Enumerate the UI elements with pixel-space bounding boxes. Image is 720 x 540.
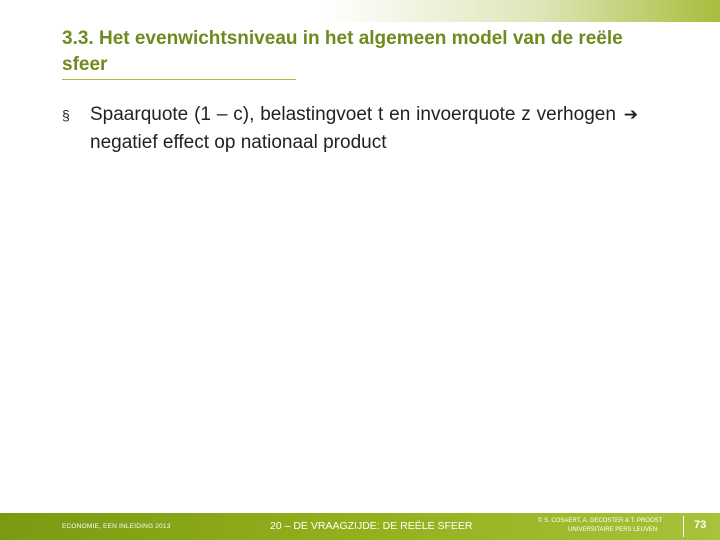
slide-title: 3.3. Het evenwichtsniveau in het algemeen model van de reële sfeer xyxy=(62,28,623,75)
bullet-marker: § xyxy=(62,107,70,123)
footer-course-label: ECONOMIE, EEN INLEIDING 2013 xyxy=(62,523,171,530)
footer-bar xyxy=(0,513,720,540)
bullet-item xyxy=(62,101,640,157)
arrow-right-icon: ➔ xyxy=(623,105,638,124)
footer-divider xyxy=(683,516,684,537)
title-underline xyxy=(62,79,296,80)
top-gradient-band xyxy=(0,0,720,22)
bullet-text-before-arrow: Spaarquote (1 – c), belastingvoet t en invoerquote z verhogen xyxy=(90,104,616,125)
bullet-text xyxy=(90,101,640,157)
footer-copyright-line1: © S. COSAERT, A. DECOSTER & T. PROOST xyxy=(538,518,663,524)
footer-copyright xyxy=(538,517,678,535)
footer-copyright-line2: UNIVERSITAIRE PERS LEUVEN xyxy=(568,527,658,533)
bullet-text-after-arrow: negatief effect op nationaal product xyxy=(90,132,387,153)
page-number: 73 xyxy=(694,519,707,531)
footer-chapter-label: 20 – DE VRAAGZIJDE: DE REËLE SFEER xyxy=(270,520,473,532)
